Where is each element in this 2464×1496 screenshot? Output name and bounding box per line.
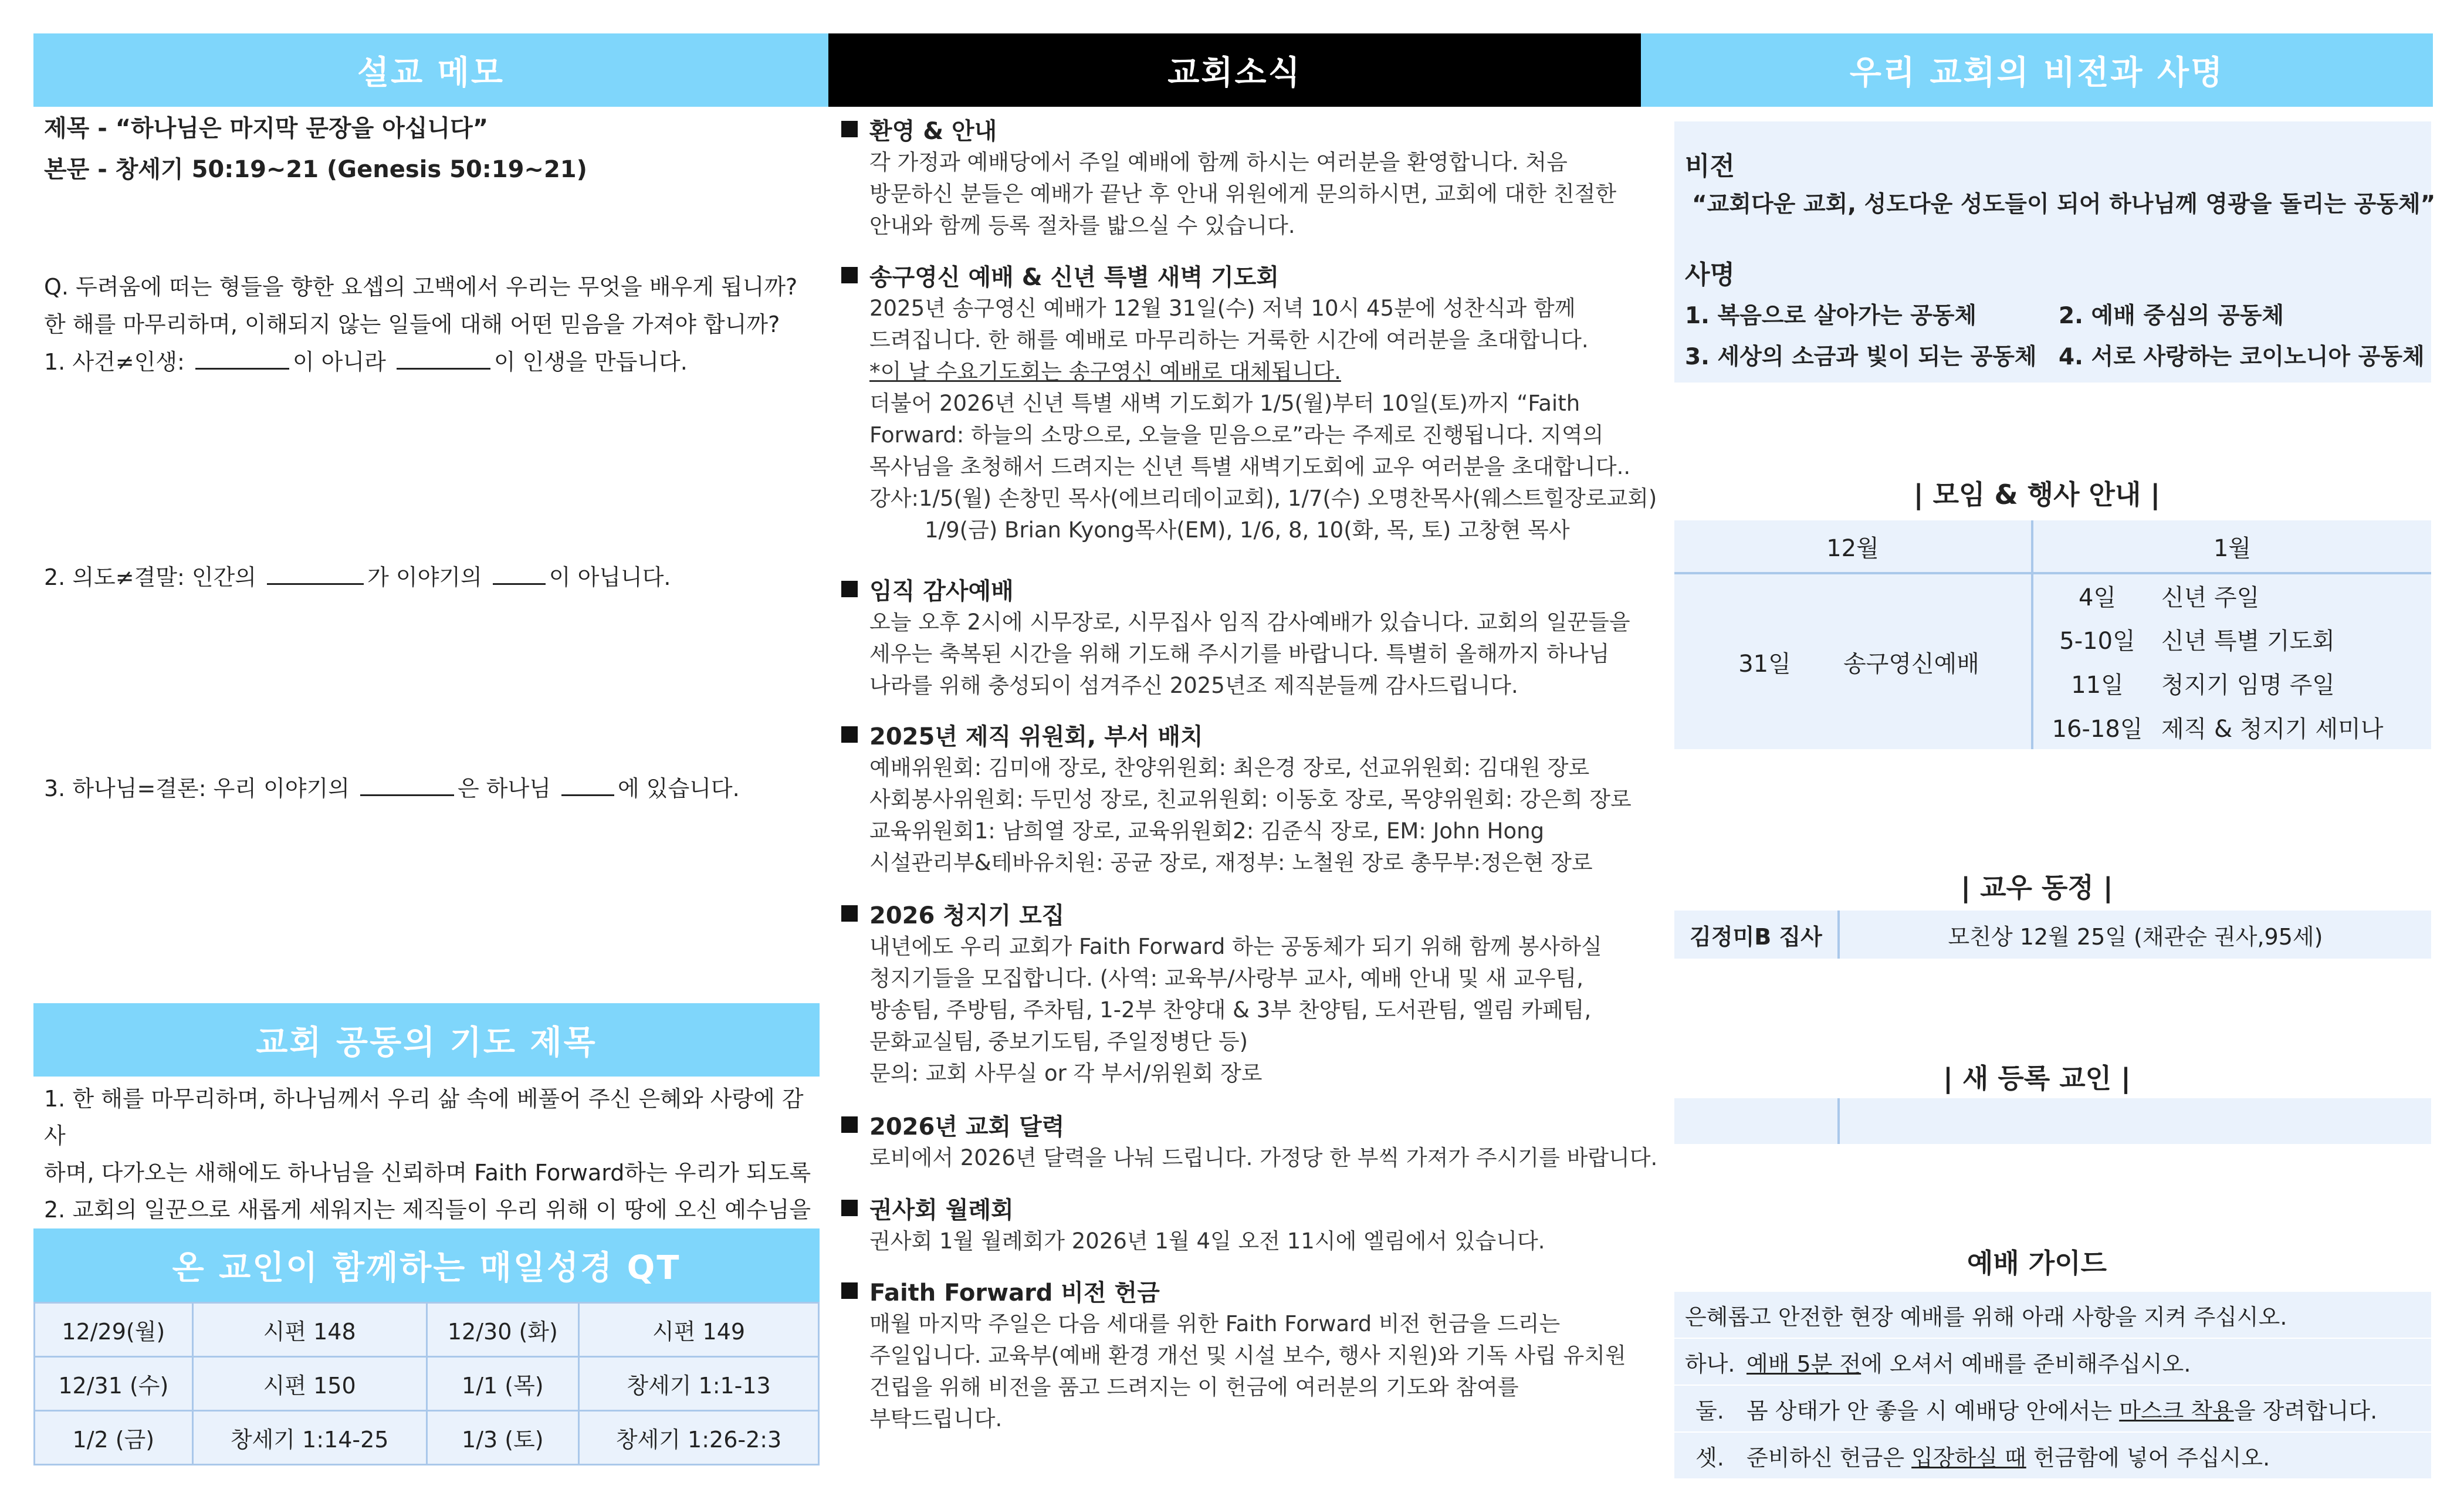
newcomer-note <box>1839 1098 2431 1144</box>
sermon-point-1: 1. 사건≠인생: 이 아니라 이 인생을 만듭니다. <box>44 343 797 381</box>
news-title: 송구영신 예배 & 신년 특별 새벽 기도회 <box>869 263 1280 291</box>
news-title: 2026년 교회 달력 <box>869 1113 1065 1140</box>
vision-label: 비전 <box>1685 151 1735 181</box>
news-item-calendar: 2026년 교회 달력 로비에서 2026년 달력을 나눠 드립니다. 가정당 한 부씩 가져가 주시기를 바랍니다. <box>841 1107 1636 1174</box>
vision-statement: “교회다운 교회, 성도다운 성도들이 되어 하나님께 영광을 돌리는 공동체” <box>1692 191 2436 218</box>
bullet-square-icon <box>841 726 858 743</box>
prayer-header: 교회 공동의 기도 제목 <box>33 1003 820 1077</box>
event-date: 5-10일 <box>2032 617 2161 661</box>
sermon-question-line: 한 해를 마무리하며, 이해되지 않는 일들에 대해 어떤 믿음을 가져야 합니까? <box>44 312 780 337</box>
bullet-square-icon <box>841 581 858 597</box>
news-item-deaconess-meeting: 권사회 월례회 권사회 1월 월례회가 2026년 1월 4일 오전 11시에 엘림에서 있습니다. <box>841 1190 1636 1257</box>
member-note: 모친상 12월 25일 (채관순 권사,95세) <box>1839 911 2431 959</box>
qt-date: 1/3 (토) <box>427 1411 578 1465</box>
prayer-line: 2. 교회의 일꾼으로 새롭게 세워지는 제직들이 우리 위해 이 땅에 오신 예수님을 <box>44 1197 811 1223</box>
mission-item: 2. 예배 중심의 공동체 <box>2059 303 2284 329</box>
news-title: 환영 & 안내 <box>869 117 997 145</box>
news-title: 2026 청지기 모집 <box>869 902 1065 929</box>
news-title: 2025년 제직 위원회, 부서 배치 <box>869 723 1203 750</box>
bullet-square-icon <box>841 1282 858 1299</box>
guide-item: 하나. 예배 5분 전 에 오셔서 예배를 준비해주십시오. <box>1674 1339 2431 1385</box>
newcomers-table <box>1674 1098 2431 1144</box>
fill-blank[interactable] <box>493 563 546 585</box>
prayer-line: 하며, 다가오는 새해에도 하나님을 신뢰하며 Faith Forward하는 우리가 되도록 <box>44 1160 811 1186</box>
event-name: 청지기 임명 주일 <box>2161 661 2431 705</box>
qt-passage: 창세기 1:1-13 <box>579 1357 819 1411</box>
qt-date: 1/1 (목) <box>427 1357 578 1411</box>
members-title: | 교우 동정 | <box>1961 872 2113 903</box>
sermon-title: 제목 - “하나님은 마지막 문장을 아십니다” <box>44 115 489 142</box>
qt-header: 온 교인이 함께하는 매일성경 QT <box>33 1228 820 1302</box>
qt-passage: 창세기 1:26-2:3 <box>579 1411 819 1465</box>
vision-column <box>1641 33 2436 1471</box>
sermon-header: 설교 메모 <box>33 33 828 107</box>
bullet-square-icon <box>841 905 858 922</box>
guide-title: 예배 가이드 <box>1967 1247 2107 1279</box>
qt-date: 12/30 (화) <box>427 1303 578 1357</box>
event-date: 4일 <box>2032 573 2161 617</box>
qt-passage: 시편 148 <box>192 1303 427 1357</box>
qt-passage: 시편 149 <box>579 1303 819 1357</box>
newcomer-name <box>1674 1098 1839 1144</box>
events-dec-cell <box>1674 573 2032 749</box>
qt-date: 12/29(월) <box>35 1303 193 1357</box>
bullet-square-icon <box>841 121 858 137</box>
qt-date: 12/31 (수) <box>35 1357 193 1411</box>
bullet-square-icon <box>841 1116 858 1133</box>
news-column <box>828 33 1658 1465</box>
qt-passage: 시편 150 <box>192 1357 427 1411</box>
sermon-column <box>33 33 828 1465</box>
fill-blank[interactable] <box>195 347 289 370</box>
event-date: 31일 <box>1738 650 1791 678</box>
fill-blank[interactable] <box>561 774 614 796</box>
events-table <box>1674 520 2431 749</box>
sermon-scripture: 본문 - 창세기 50:19~21 (Genesis 50:19~21) <box>44 156 587 183</box>
vision-panel <box>1674 121 2436 383</box>
news-title: 권사회 월례회 <box>869 1196 1014 1224</box>
members-table <box>1674 911 2431 959</box>
fill-blank[interactable] <box>267 563 364 585</box>
qt-row <box>35 1357 819 1411</box>
fill-blank[interactable] <box>360 774 454 796</box>
news-title: 임직 감사예배 <box>869 577 1014 605</box>
news-item-ordination: 임직 감사예배 오늘 오후 2시에 시무장로, 시무집사 임직 감사예배가 있습니다. 교회의 일꾼들을 세우는 축복된 시간을 위해 기도해 주시기를 바랍니다. 특별히 올해까지 하나님 나라를 위해 충성되이 섬겨주신 2025년조 제직분들께 감사드립니다. <box>841 571 1636 702</box>
events-month-jan: 1월 <box>2032 520 2431 573</box>
qt-row <box>35 1411 819 1465</box>
bullet-square-icon <box>841 1200 858 1216</box>
news-item-new-year-service: 송구영신 예배 & 신년 특별 새벽 기도회 2025년 송구영신 예배가 12월 31일(수) 저녁 10시 45분에 성찬식과 함께 드려집니다. 한 해를 예배로 마무리하는 거룩한 시간에 여러분을 초대합니다. *이 날 수요기도회는 송구영신 예배로 대체됩니다. 더불어 2026년 신년 특별 새벽 기도회가 1/5(월)부터 10일(토)까지 “Faith Forward: 하늘의 소망으로, 오늘을 믿음으로”라는 주제로 진행됩니다. 지역의 목사님을 초청해서 드려지는 신년 특별 새벽기도회에 교우 여러분을 초대합니다.. 강사:1/5(월) 손창민 목사(에브리데이교회), 1/7(수) 오명찬목사(웨스트힐장로교회) 1/9(금) Brian Kyong목사(EM), 1/6, 8, 10(화, 목, 토) 고창현 목사 <box>841 258 1636 546</box>
event-name: 제직 & 청지기 세미나 <box>2161 705 2431 749</box>
news-item-committees: 2025년 제직 위원회, 부서 배치 예배위원회: 김미애 장로, 찬양위원회: 최은경 장로, 선교위원회: 김대원 장로 사회봉사위원회: 두민성 장로, 친교위원회: 이동호 장로, 목양위원회: 강은희 장로 교육위원회1: 남희열 장로, 교육위원회2: 김준식 장로, EM: John Hong 시설관리부&테바유치원: 공균 장로, 재정부: 노철원 장로 총무부:정은현 장로 <box>841 717 1636 879</box>
mission-label: 사명 <box>1685 260 1735 290</box>
mission-item: 4. 서로 사랑하는 코이노니아 공동체 <box>2059 344 2425 370</box>
sermon-point-2: 2. 의도≠결말: 인간의 가 이야기의 이 아닙니다. <box>44 559 671 596</box>
vision-header: 우리 교회의 비전과 사명 <box>1641 33 2433 107</box>
event-date: 16-18일 <box>2032 705 2161 749</box>
event-name: 신년 특별 기도회 <box>2161 617 2431 661</box>
mission-item: 3. 세상의 소금과 빛이 되는 공동체 <box>1685 344 2037 370</box>
event-name: 신년 주일 <box>2161 573 2431 617</box>
fill-blank[interactable] <box>397 347 490 370</box>
sermon-question <box>44 268 797 381</box>
prayer-line: 1. 한 해를 마무리하며, 하나님께서 우리 삶 속에 베풀어 주신 은혜와 사랑에 감사 <box>44 1086 804 1149</box>
sermon-point-3: 3. 하나님=결론: 우리 이야기의 은 하나님 에 있습니다. <box>44 770 740 807</box>
events-month-dec: 12월 <box>1674 520 2032 573</box>
newcomers-title: | 새 등록 교인 | <box>1943 1062 2131 1094</box>
bullet-square-icon <box>841 267 858 283</box>
sermon-question-line: Q. 두려움에 떠는 형들을 향한 요셉의 고백에서 우리는 무엇을 배우게 됩니까? <box>44 274 798 300</box>
guide-item: 셋. 준비하신 헌금은 입장하실 때 헌금함에 넣어 주십시오. <box>1674 1433 2431 1478</box>
qt-table <box>33 1302 820 1465</box>
event-date: 11일 <box>2032 661 2161 705</box>
events-title: | 모임 & 행사 안내 | <box>1913 479 2161 510</box>
news-header: 교회소식 <box>828 33 1641 107</box>
guide-item: 둘. 몸 상태가 안 좋을 시 예배당 안에서는 마스크 착용 을 장려합니다. <box>1674 1386 2431 1431</box>
news-item-vision-offering: Faith Forward 비전 헌금 매월 마지막 주일은 다음 세대를 위한 Faith Forward 비전 헌금을 드리는 주일입니다. 교육부(예배 환경 개선 및 시설 보수, 행사 지원)와 기독 사립 유치원 건립을 위해 비전을 품고 드려지는 이 헌금에 여러분의 기도와 참여를 부탁드립니다. <box>841 1273 1636 1435</box>
qt-row <box>35 1303 819 1357</box>
news-item-welcome: 환영 & 안내 각 가정과 예배당에서 주일 예배에 함께 하시는 여러분을 환영합니다. 처음 방문하신 분들은 예배가 끝난 후 안내 위원에게 문의하시면, 교회에 대한 친절한 안내와 함께 등록 절차를 밟으실 수 있습니다. <box>841 111 1636 242</box>
mission-item: 1. 복음으로 살아가는 공동체 <box>1685 303 1977 329</box>
member-name: 김정미B 집사 <box>1674 911 1839 959</box>
event-name: 송구영신예배 <box>1843 650 1979 678</box>
qt-date: 1/2 (금) <box>35 1411 193 1465</box>
news-item-stewards: 2026 청지기 모집 내년에도 우리 교회가 Faith Forward 하는 공동체가 되기 위해 함께 봉사하실 청지기들을 모집합니다. (사역: 교육부/사랑부 교사, 예배 안내 및 새 교우팀, 방송팀, 주방팀, 주차팀, 1-2부 찬양대 & 3부 찬양팀, 도서관팀, 엘림 카페팀, 문화교실팀, 중보기도팀, 주일정병단 등) 문의: 교회 사무실 or 각 부서/위원회 장로 <box>841 896 1636 1089</box>
qt-passage: 창세기 1:14-25 <box>192 1411 427 1465</box>
guide-intro: 은혜롭고 안전한 현장 예배를 위해 아래 사항을 지켜 주십시오. <box>1674 1292 2431 1338</box>
news-title: Faith Forward 비전 헌금 <box>869 1279 1160 1307</box>
